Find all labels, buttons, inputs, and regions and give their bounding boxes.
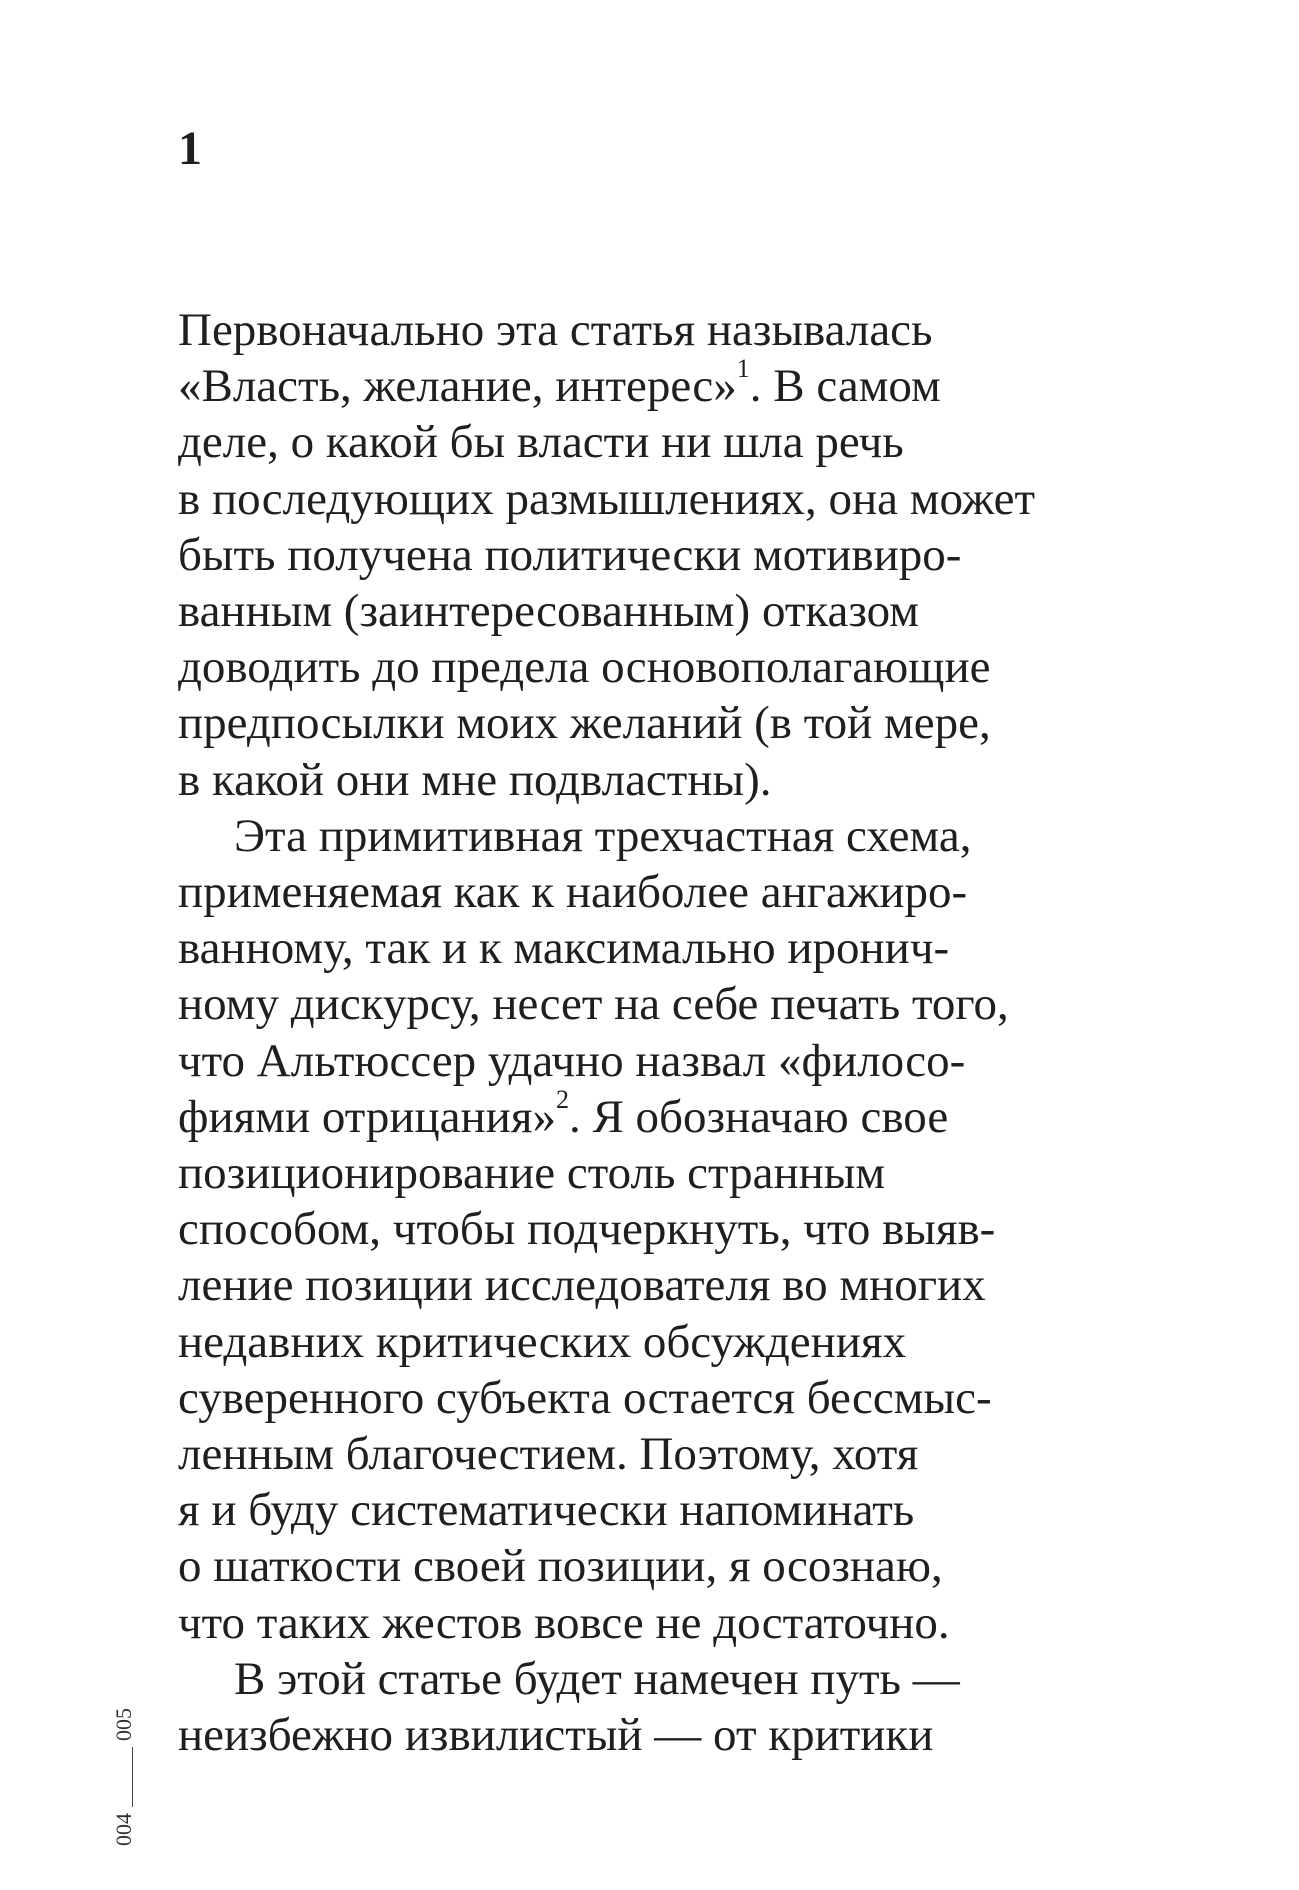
text-line: я и буду систематически напоминать [178,1484,915,1537]
text-line: доводить до предела основополагающие [178,641,991,694]
chapter-number: 1 [178,122,202,175]
body-text [178,302,1178,1763]
folio-divider [132,1747,133,1807]
text-line: в какой они мне подвластны). [178,753,772,806]
text-fragment: фиями отрицания» [178,1090,556,1143]
text-line: Эта примитивная трехчастная схема, [234,809,972,862]
text-fragment: . Я обозначаю свое [568,1090,949,1143]
text-line: предпосылки моих желаний (в той мере, [178,697,991,750]
text-line: суверенного субъекта остается бессмыс- [178,1371,992,1424]
text-line: что Альтюссер удачно назвал «филосо- [178,1034,966,1087]
folio-left-page: 004 [111,1813,136,1846]
paragraph-1 [178,302,1178,808]
text-line: что таких жестов вовсе не достаточно. [178,1596,950,1649]
text-line: ному дискурсу, несет на себе печать того, [178,978,1009,1031]
text-line: ванному, так и к максимально иронич- [178,922,950,975]
page-folio [104,1596,144,1846]
text-line: о шаткости своей позиции, я осознаю, [178,1540,943,1593]
folio-right-page: 005 [111,1708,136,1741]
text-line: быть получена политически мотивиро- [178,528,962,581]
text-line: неизбежно извилистый — от критики [178,1709,934,1762]
text-line: применяемая как к наиболее ангажиро- [178,866,968,919]
footnote-ref-2[interactable]: 2 [555,1084,569,1114]
footnote-ref-1[interactable]: 1 [736,354,750,384]
text-line [178,354,1178,414]
text-line: в последующих размышлениях, она может [178,472,1036,525]
text-fragment: . В самом [749,360,941,413]
text-line: ление позиции исследователя во многих [178,1259,986,1312]
text-fragment: «Власть, желание, интерес» [178,360,737,413]
text-line: ванным (заинтересованным) отказом [178,585,919,638]
paragraph-3 [178,1651,1178,1763]
text-line: недавних критических обсуждениях [178,1315,907,1368]
text-line: В этой статье будет намечен путь — [234,1652,960,1705]
text-line: позиционирование столь странным [178,1147,886,1200]
text-line: ленным благочестием. Поэтому, хотя [178,1428,919,1481]
text-line: Первоначально эта статья называлась [178,304,933,356]
text-line: способом, чтобы подчеркнуть, что выяв- [178,1203,996,1256]
text-line: деле, о какой бы власти ни шла речь [178,416,904,469]
text-line [178,1084,1178,1145]
paragraph-2 [178,808,1178,1651]
